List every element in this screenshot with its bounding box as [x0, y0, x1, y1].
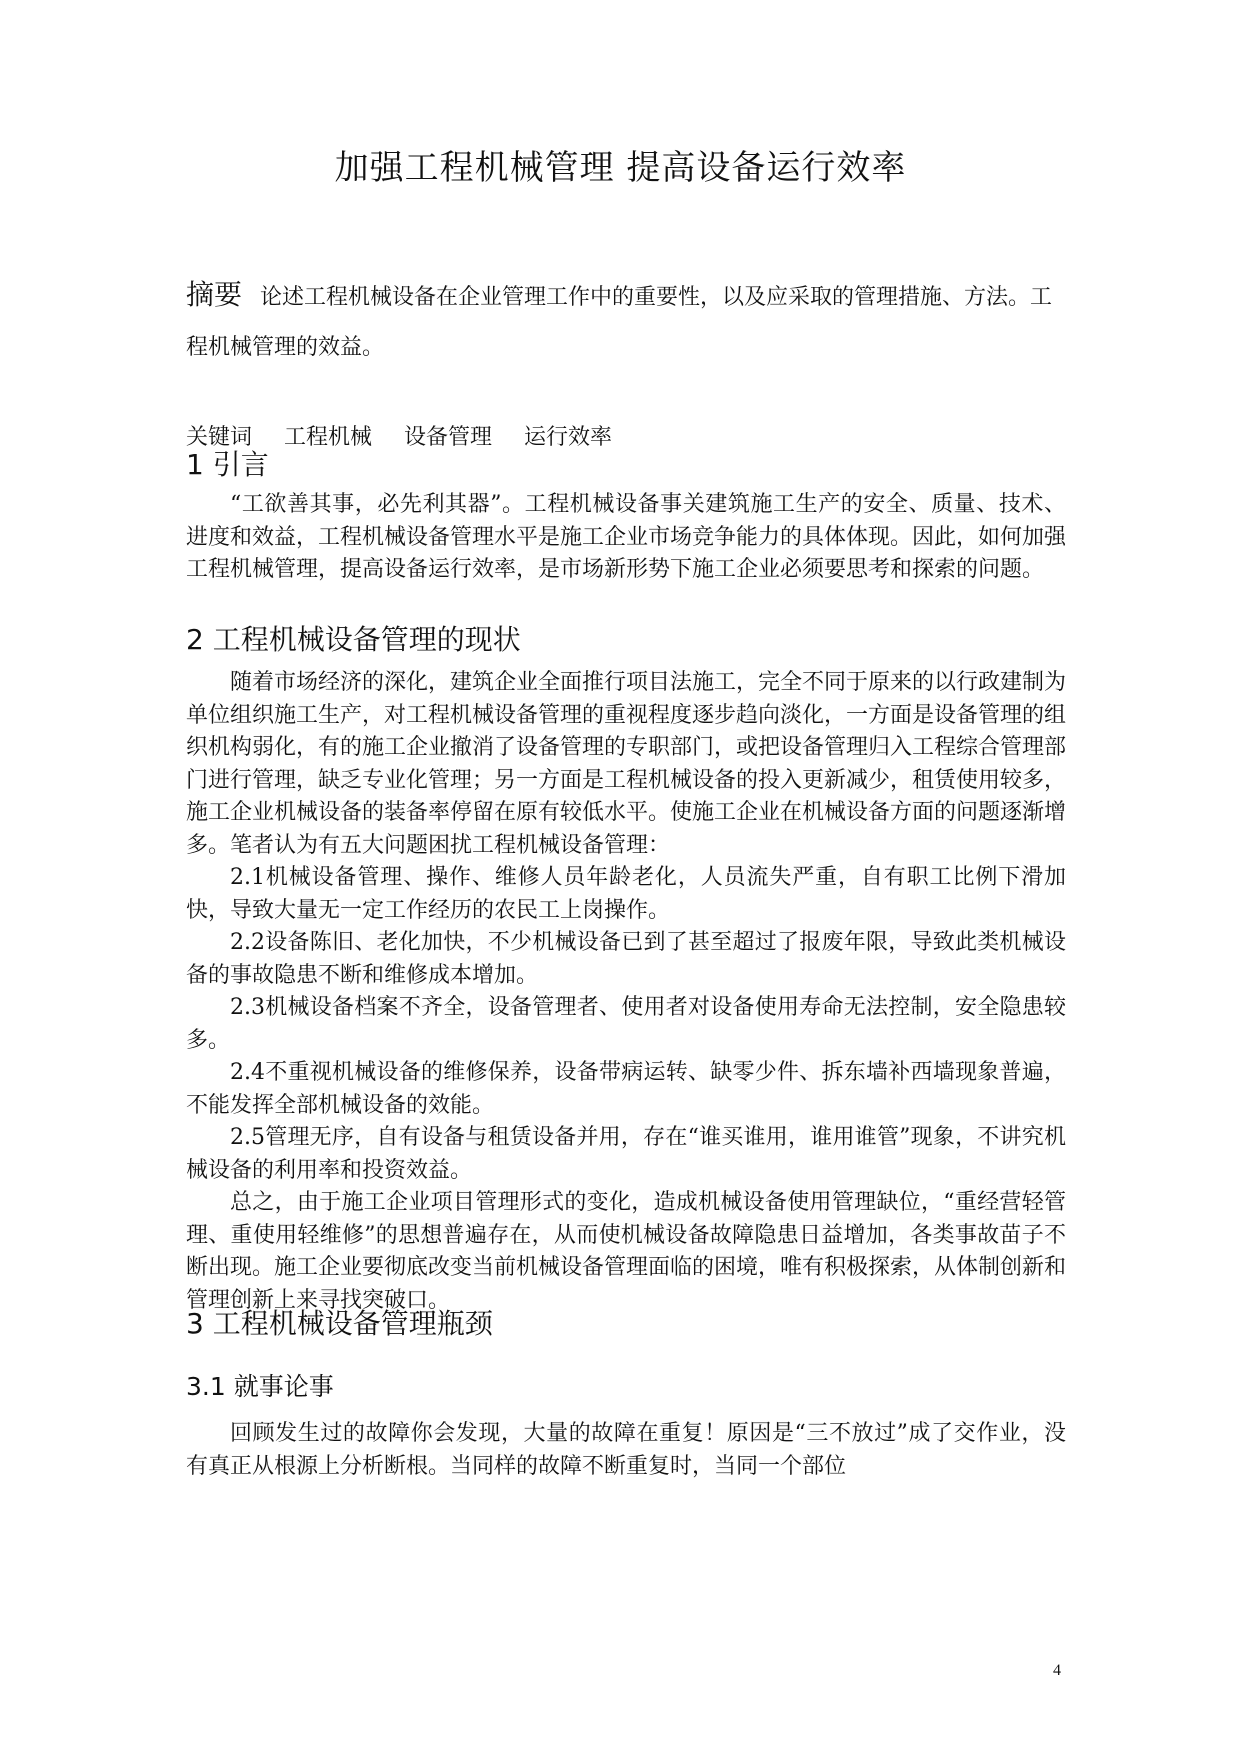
list-item: 2.1机械设备管理、操作、维修人员年龄老化，人员流失严重，自有职工比例下滑加快，导致大量无一定工作经历的农民工上岗操作。 [186, 865, 1066, 923]
section-body-2 [186, 667, 1066, 1317]
list-item: 2.3机械设备档案不齐全，设备管理者、使用者对设备使用寿命无法控制，安全隐患较多。 [186, 995, 1066, 1053]
list-item: 2.5管理无序，自有设备与租赁设备并用，存在“谁买谁用，谁用谁管”现象，不讲究机械设备的利用率和投资效益。 [186, 1125, 1066, 1183]
paragraph: 随着市场经济的深化，建筑企业全面推行项目法施工，完全不同于原来的以行政建制为单位组织施工生产，对工程机械设备管理的重视程度逐步趋向淡化，一方面是设备管理的组织机构弱化，有的施工企业撤消了设备管理的专职部门，或把设备管理归入工程综合管理部门进行管理，缺乏专业化管理；另一方面是工程机械设备的投入更新减少，租赁使用较多，施工企业机械设备的装备率停留在原有较低水平。使施工企业在机械设备方面的问题逐渐增多。笔者认为有五大问题困扰工程机械设备管理： [186, 670, 1067, 858]
section-heading-2: 2 工程机械设备管理的现状 [186, 623, 521, 656]
abstract-text: 论述工程机械设备在企业管理工作中的重要性，以及应采取的管理措施、方法。工程机械管理的效益。 [186, 285, 1053, 360]
abstract [186, 270, 1066, 373]
paragraph: “工欲善其事，必先利其器”。工程机械设备事关建筑施工生产的安全、质量、技术、进度和效益，工程机械设备管理水平是施工企业市场竞争能力的具体体现。因此，如何加强工程机械管理，提高设备运行效率，是市场新形势下施工企业必须要思考和探索的问题。 [186, 492, 1067, 582]
abstract-label: 摘要 [186, 278, 243, 311]
keyword-item: 运行效率 [524, 425, 613, 450]
keyword-item: 设备管理 [404, 425, 493, 450]
document-title: 加强工程机械管理 提高设备运行效率 [334, 148, 907, 188]
paragraph: 总之，由于施工企业项目管理形式的变化，造成机械设备使用管理缺位，“重经营轻管理、重使用轻维修”的思想普遍存在，从而使机械设备故障隐患日益增加，各类事故苗子不断出现。施工企业要彻底改变当前机械设备管理面临的困境，唯有积极探索，从体制创新和管理创新上来寻找突破口。 [186, 1190, 1067, 1313]
section-body-3 [186, 1418, 1066, 1483]
list-item: 2.2设备陈旧、老化加快，不少机械设备已到了甚至超过了报废年限，导致此类机械设备的事故隐患不断和维修成本增加。 [186, 930, 1066, 988]
section-heading-3: 3 工程机械设备管理瓶颈 [186, 1307, 493, 1340]
section-heading-1: 1 引言 [186, 448, 269, 481]
subsection-heading-3-1: 3.1 就事论事 [186, 1372, 334, 1401]
page-number: 4 [1053, 1662, 1061, 1679]
paragraph: 回顾发生过的故障你会发现，大量的故障在重复！原因是“三不放过”成了交作业，没有真正从根源上分析断根。当同样的故障不断重复时，当同一个部位 [186, 1421, 1066, 1479]
keywords-label: 关键词 [186, 425, 253, 450]
section-body-1 [186, 489, 1066, 587]
list-item: 2.4不重视机械设备的维修保养，设备带病运转、缺零少件、拆东墙补西墙现象普遍，不能发挥全部机械设备的效能。 [186, 1060, 1066, 1118]
keyword-item: 工程机械 [284, 425, 373, 450]
